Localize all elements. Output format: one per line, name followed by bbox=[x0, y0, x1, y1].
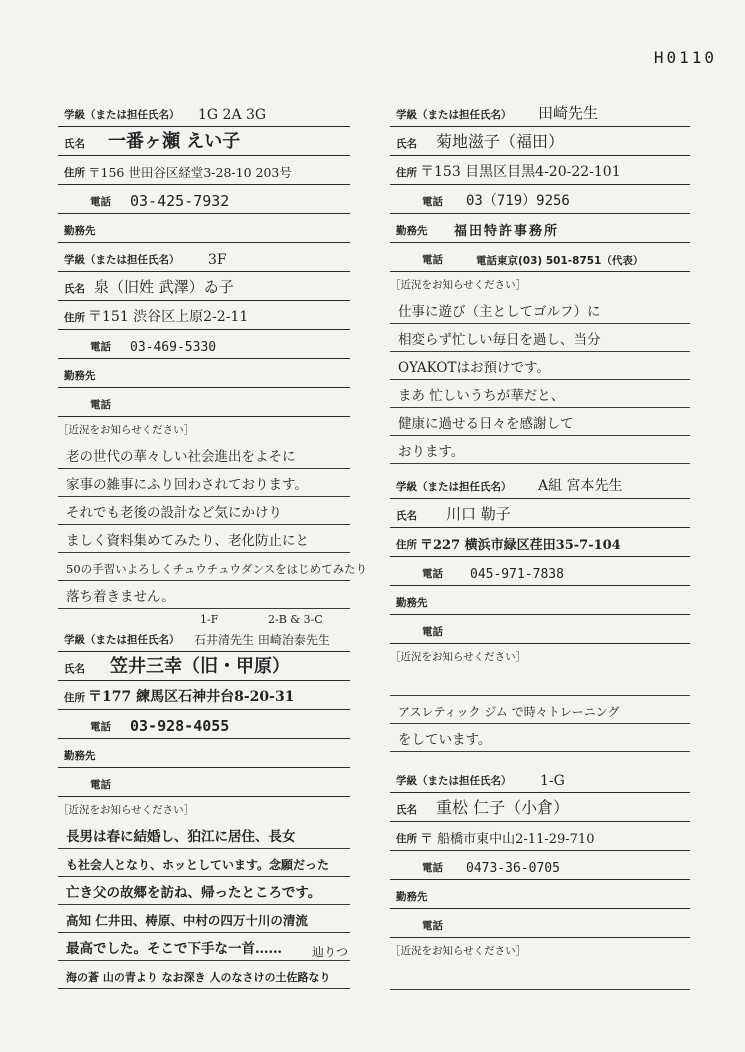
phone-value: 03-425-7932 bbox=[130, 192, 230, 210]
class-value: 石井清先生 田崎治泰先生 bbox=[194, 633, 330, 647]
news-line: ましく資料集めてみたり、老化防止にと bbox=[66, 533, 309, 549]
address-value: 〒 船橋市東中山2-11-29-710 bbox=[420, 832, 595, 847]
address-value: 〒177 練馬区石神井台8-20-31 bbox=[88, 689, 295, 705]
news-line: 家事の雑事にふり回わされております。 bbox=[66, 477, 308, 493]
entry-right-3 bbox=[390, 764, 690, 990]
work-label: 勤務先 bbox=[396, 891, 428, 903]
news-line: おります。 bbox=[398, 444, 465, 460]
work-phone-label: 電話 bbox=[90, 779, 111, 791]
news-label: ［近況をお知らせください］ bbox=[390, 945, 527, 957]
name-label: 氏名 bbox=[64, 663, 85, 675]
class-label: 学級（または担任氏名） bbox=[64, 254, 180, 266]
address-label: 住所 bbox=[396, 539, 417, 551]
address-value: 〒153 目黒区目黒4-20-22-101 bbox=[420, 164, 621, 180]
phone-value: 03（719）9256 bbox=[466, 193, 570, 209]
news-line: OYAKOTはお預けです。 bbox=[398, 360, 550, 376]
news-line: アスレティック ジム で時々トレーニング bbox=[398, 705, 620, 719]
entry-right-1 bbox=[390, 98, 690, 464]
work-label: 勤務先 bbox=[64, 370, 96, 382]
name-value: 菊地滋子（福田） bbox=[436, 132, 565, 151]
name-label: 氏名 bbox=[396, 510, 417, 522]
class-value: 3F bbox=[208, 252, 227, 268]
name-value: 笠井三幸（旧・甲原） bbox=[110, 656, 290, 677]
work-phone-label: 電話 bbox=[90, 399, 111, 411]
news-line: も社会人となり、ホッとしています。念願だった bbox=[66, 858, 330, 872]
right-column bbox=[390, 98, 690, 990]
news-label: ［近況をお知らせください］ bbox=[58, 424, 195, 436]
class-value: 田崎先生 bbox=[538, 104, 599, 122]
name-label: 氏名 bbox=[396, 138, 417, 150]
entry-left-3 bbox=[58, 613, 350, 989]
name-value: 一番ヶ瀬 えい子 bbox=[108, 131, 241, 152]
news-block bbox=[390, 668, 690, 752]
news-line: 長男は春に結婚し、狛江に居住、長女 bbox=[66, 829, 296, 845]
address-label: 住所 bbox=[396, 167, 417, 179]
work-value: 福田特許事務所 bbox=[454, 224, 560, 239]
phone-value: 045-971-7838 bbox=[470, 567, 564, 582]
entry-right-2 bbox=[390, 470, 690, 752]
name-value: 重松 仁子（小倉） bbox=[436, 798, 570, 817]
entry-left-1 bbox=[58, 98, 350, 243]
work-phone-label: 電話 bbox=[422, 920, 443, 932]
class-value: 1G 2A 3G bbox=[198, 107, 267, 123]
left-column bbox=[58, 98, 368, 989]
class-label: 学級（または担任氏名） bbox=[396, 481, 512, 493]
class-label: 学級（または担任氏名） bbox=[64, 109, 180, 121]
phone-value: 0473-36-0705 bbox=[466, 861, 560, 876]
work-label: 勤務先 bbox=[396, 225, 428, 237]
class-label: 学級（または担任氏名） bbox=[396, 109, 512, 121]
news-line bbox=[390, 962, 690, 990]
news-label: ［近況をお知らせください］ bbox=[390, 279, 527, 291]
news-label: ［近況をお知らせください］ bbox=[390, 651, 527, 663]
address-value: 〒156 世田谷区経堂3-28-10 203号 bbox=[88, 165, 292, 180]
phone-label: 電話 bbox=[422, 196, 443, 208]
news-line: をしています。 bbox=[398, 732, 492, 748]
news-line: まあ 忙しいうちが華だと、 bbox=[398, 388, 565, 404]
news-block bbox=[58, 441, 368, 609]
phone-label: 電話 bbox=[90, 196, 111, 208]
work-phone-label: 電話 bbox=[422, 254, 443, 266]
work-label: 勤務先 bbox=[396, 597, 428, 609]
address-value: 〒151 渋谷区上原2-2-11 bbox=[88, 309, 249, 325]
class-value: 1-G bbox=[540, 773, 565, 789]
name-value: 川口 勒子 bbox=[446, 505, 511, 523]
work-phone-value: 電話東京(03) 501-8751（代表） bbox=[476, 255, 644, 267]
phone-value: 03-928-4055 bbox=[130, 717, 230, 735]
address-label: 住所 bbox=[396, 833, 417, 845]
news-line: 高知 仁井田、梼原、中村の四万十川の清流 bbox=[66, 913, 308, 928]
class-top-2: 2-B & 3-C bbox=[268, 613, 323, 626]
work-phone-label: 電話 bbox=[422, 626, 443, 638]
news-line: 老の世代の華々しい社会進出をよそに bbox=[66, 449, 296, 465]
news-line: 健康に過せる日々を感謝して bbox=[398, 416, 574, 432]
news-line: 最高でした。そこで下手な一首…… bbox=[66, 941, 282, 957]
phone-label: 電話 bbox=[422, 862, 443, 874]
work-label: 勤務先 bbox=[64, 750, 96, 762]
name-label: 氏名 bbox=[64, 283, 85, 295]
news-line: 仕事に遊び（主としてゴルフ）に bbox=[398, 304, 601, 320]
phone-value: 03-469-5330 bbox=[130, 340, 217, 355]
news-line: 50の手習いよろしくチュウチュウダンスをはじめてみたり bbox=[66, 562, 368, 576]
class-label: 学級（または担任氏名） bbox=[396, 775, 512, 787]
entry-left-2 bbox=[58, 243, 368, 609]
class-top-1: 1-F bbox=[200, 613, 219, 626]
address-label: 住所 bbox=[64, 692, 85, 704]
news-block bbox=[58, 821, 350, 989]
name-label: 氏名 bbox=[64, 138, 85, 150]
news-line: 亡き父の故郷を訪ね、帰ったところです。 bbox=[66, 885, 322, 901]
class-label: 学級（または担任氏名） bbox=[64, 634, 180, 646]
news-line: 相変らず忙しい毎日を過し、当分 bbox=[398, 332, 601, 348]
phone-label: 電話 bbox=[90, 721, 111, 733]
news-label: ［近況をお知らせください］ bbox=[58, 804, 195, 816]
name-label: 氏名 bbox=[396, 804, 417, 816]
work-label: 勤務先 bbox=[64, 225, 96, 237]
news-aside: 辿りつ bbox=[312, 945, 349, 959]
page-id: H0110 bbox=[653, 48, 717, 67]
news-line: 海の蒼 山の青より なお深き 人のなさけの土佐路なり bbox=[66, 971, 331, 984]
phone-label: 電話 bbox=[422, 568, 443, 580]
news-block bbox=[390, 296, 690, 464]
phone-label: 電話 bbox=[90, 341, 111, 353]
news-line: それでも老後の設計など気にかけり bbox=[66, 505, 282, 521]
address-label: 住所 bbox=[64, 312, 85, 324]
name-value: 泉（旧姓 武澤）ゐ子 bbox=[94, 278, 234, 296]
news-line: 落ち着きません。 bbox=[66, 589, 175, 605]
class-value: A組 宮本先生 bbox=[538, 478, 623, 494]
address-value: 〒227 横浜市緑区荏田35-7-104 bbox=[420, 538, 621, 553]
address-label: 住所 bbox=[64, 167, 85, 179]
